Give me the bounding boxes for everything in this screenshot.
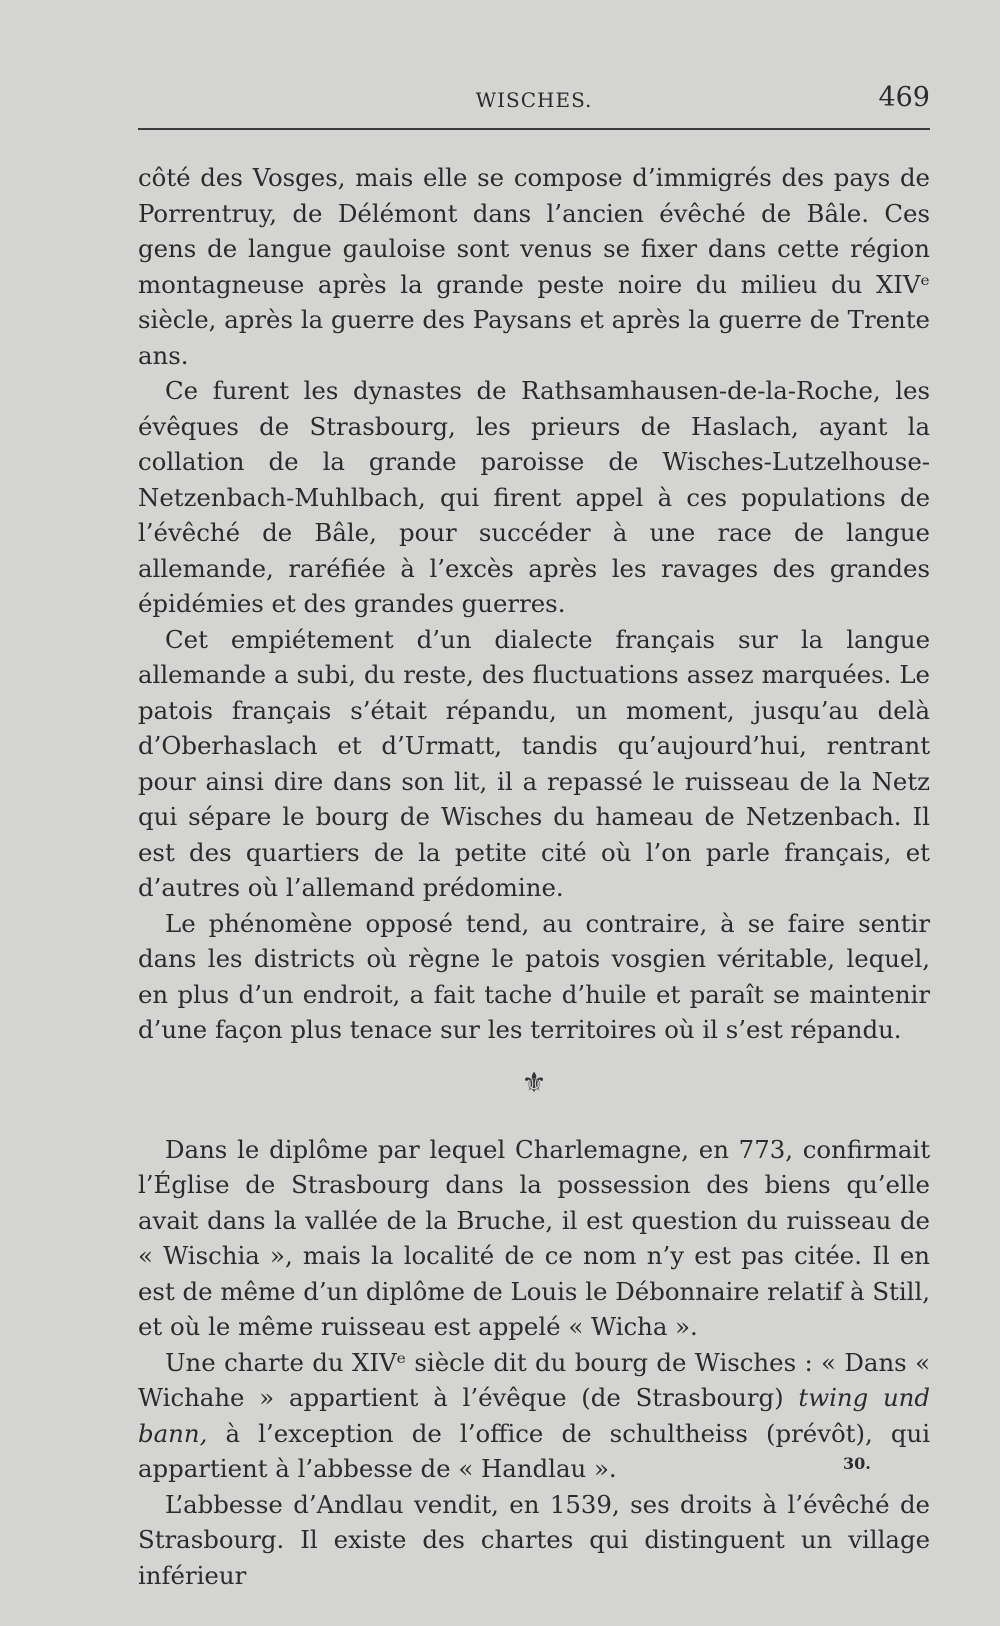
signature-mark: 30.	[843, 1454, 871, 1473]
page-header	[138, 78, 930, 118]
charte-text-after: à l’exception de l’office de schultheiss (prévôt), qui appartient à l’abbesse de « Handlau ».	[138, 1418, 930, 1483]
page-number: 469	[878, 82, 930, 113]
paragraph: Dans le diplôme par lequel Charlemagne, en 773, confirmait l’Église de Strasbourg dans la possession des biens qu’elle avait dans la vallée de la Bruche, il est question du ruisseau de « Wischia », mais la localité de ce nom n’y est pas citée. Il en est de même d’un diplôme de Louis le Débonnaire relatif à Still, et où le même ruisseau est appelé « Wicha ».	[138, 1134, 930, 1341]
paragraph: Le phénomène opposé tend, au contraire, à se faire sentir dans les districts où règne le patois vosgien véritable, lequel, en plus d’un endroit, a fait tache d’huile et paraît se maintenir d’une façon plus tenace sur les territoires où il s’est répandu.	[138, 908, 930, 1044]
charte-italic-phrase: twing und bann,	[138, 1383, 930, 1448]
paragraph: Ce furent les dynastes de Rathsamhausen-de-la-Roche, les évêques de Strasbourg, les prieurs de Haslach, ayant la collation de la grande paroisse de Wisches-Lutzelhouse-Netzenbach-Muhlbach, qui firent appel à ces populations de l’évêché de Bâle, pour succéder à une race de langue allemande, raréfiée à l’excès après les ravages des grandes épidémies et des grandes guerres.	[138, 376, 930, 618]
paragraph: côté des Vosges, mais elle se compose d’immigrés des pays de Porrentruy, de Délémont dans l’ancien évêché de Bâle. Ces gens de langue gauloise sont venus se fixer dans cette région montagneuse après la grande peste noire du milieu du XIVᵉ siècle, après la guerre des Paysans et après la guerre de Trente ans.	[138, 163, 930, 370]
section-ornament: ⚜	[521, 1065, 547, 1099]
charte-text-before: Une charte du XIVᵉ siècle dit du bourg de Wisches : « Dans « Wichahe » appartient à l’évêque (de Strasbourg)	[138, 1347, 930, 1412]
paragraph-charte	[138, 1345, 930, 1487]
body-text	[138, 160, 930, 1593]
header-rule	[138, 128, 930, 130]
paragraph: Cet empiétement d’un dialecte français sur la langue allemande a subi, du reste, des fluctuations assez marquées. Le patois français s’était répandu, un moment, jusqu’au delà d’Oberhaslach et d’Urmatt, tandis qu’aujourd’hui, rentrant pour ainsi dire dans son lit, il a repassé le ruisseau de la Netz qui sépare le bourg de Wisches du hameau de Netzenbach. Il est des quartiers de la petite cité où l’on parle français, et d’autres où l’allemand prédomine.	[138, 624, 930, 902]
paragraph: L’abbesse d’Andlau vendit, en 1539, ses droits à l’évêché de Strasbourg. Il existe des chartes qui distinguent un village inférieur	[138, 1489, 930, 1590]
running-title: WISCHES.	[475, 88, 593, 112]
